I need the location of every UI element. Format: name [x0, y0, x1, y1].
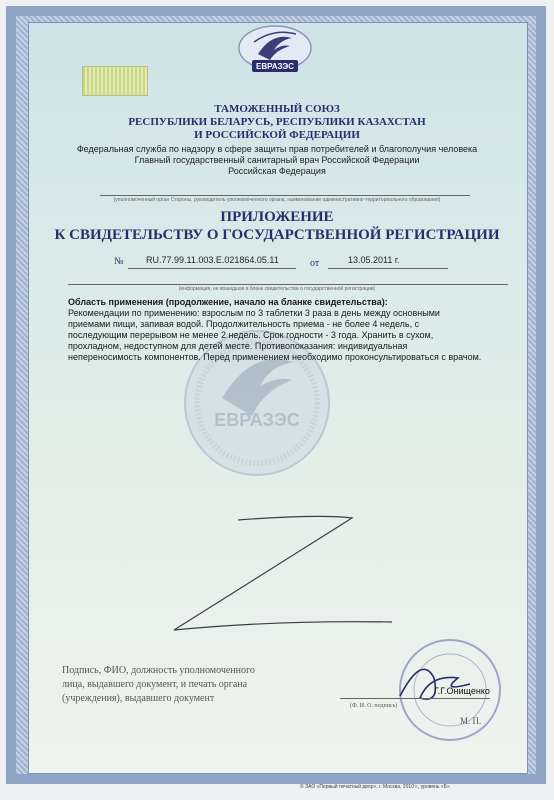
number-underline [128, 268, 296, 269]
content-line: прохладном, недоступном для детей месте. Противопоказания: индивидуальная [68, 341, 408, 351]
header-line: ТАМОЖЕННЫЙ СОЮЗ [214, 103, 340, 115]
signature-caption-line: Подпись, ФИО, должность уполномоченного [62, 665, 255, 676]
authority-block [0, 144, 554, 177]
content-line: приемами пищи, запивая водой. Продолжительность приема - не более 4 недель, с [68, 319, 420, 329]
z-strike-mark [160, 500, 400, 640]
authority-line: Главный государственный санитарный врач Российской Федерации [134, 155, 420, 165]
reg-caption: (информация, не вошедшая в бланк свидетельства о государственной регистрации) [178, 286, 376, 292]
authority-line: Федеральная служба по надзору в сфере защиты прав потребителей и благополучия человека [76, 144, 478, 154]
header-line: И РОССИЙСКОЙ ФЕДЕРАЦИИ [194, 129, 360, 141]
authority-line: Российская Федерация [228, 166, 326, 176]
date-prefix: от [310, 258, 320, 269]
authority-caption: (уполномоченный орган Стороны, руководитель уполномоченного органа, наименование административно-территориального образования) [113, 197, 441, 203]
printer-footer: © ЗАО «Первый печатный двор», г. Москва, 2010 г., уровень «Б» [300, 784, 450, 790]
content-heading: Область применения (продолжение, начало на бланке свидетельства): [68, 297, 388, 307]
document-title [0, 208, 554, 244]
emblem-label: ЕВРАЗЭС [255, 62, 295, 71]
content-line: Рекомендации по применению: взрослым по 3 таблетки 3 раза в день между основными [68, 308, 440, 318]
content-line: непереносимость компонентов. Перед применением необходимо проконсультироваться с врачом. [68, 352, 482, 362]
divider [100, 195, 470, 196]
eurasec-emblem-icon [236, 24, 314, 76]
signature-caption-line: лица, выдавшего документ, и печать органа [62, 679, 248, 690]
fio-caption: (Ф. И. О. подпись) [350, 703, 398, 709]
title-line: К СВИДЕТЕЛЬСТВУ О ГОСУДАРСТВЕННОЙ РЕГИСТРАЦИИ [54, 227, 500, 243]
content-line: последующим перерывом не менее 2 недель. Срок годности - 3 года. Хранить в сухом, [68, 330, 434, 340]
signatory-name: Г.Г.Онищенко [434, 686, 490, 696]
watermark-label: ЕВРАЗЭС [214, 410, 300, 430]
date-underline [328, 268, 448, 269]
registration-number: RU.77.99.11.003.Е.021864.05.11 [146, 255, 279, 265]
hologram-sticker [82, 66, 148, 96]
header-line: РЕСПУБЛИКИ БЕЛАРУСЬ, РЕСПУБЛИКИ КАЗАХСТАН [128, 116, 426, 128]
signature-caption [62, 664, 322, 706]
signature-underline [340, 698, 490, 699]
header-block [0, 103, 554, 142]
signature-caption-line: (учреждения), выдавшего документ [62, 693, 215, 704]
stamp-place-label: М. П. [460, 716, 482, 726]
content-block [68, 297, 508, 363]
number-prefix: № [114, 256, 124, 267]
divider [68, 284, 508, 285]
registration-date: 13.05.2011 г. [348, 255, 400, 265]
title-line: ПРИЛОЖЕНИЕ [220, 209, 334, 225]
